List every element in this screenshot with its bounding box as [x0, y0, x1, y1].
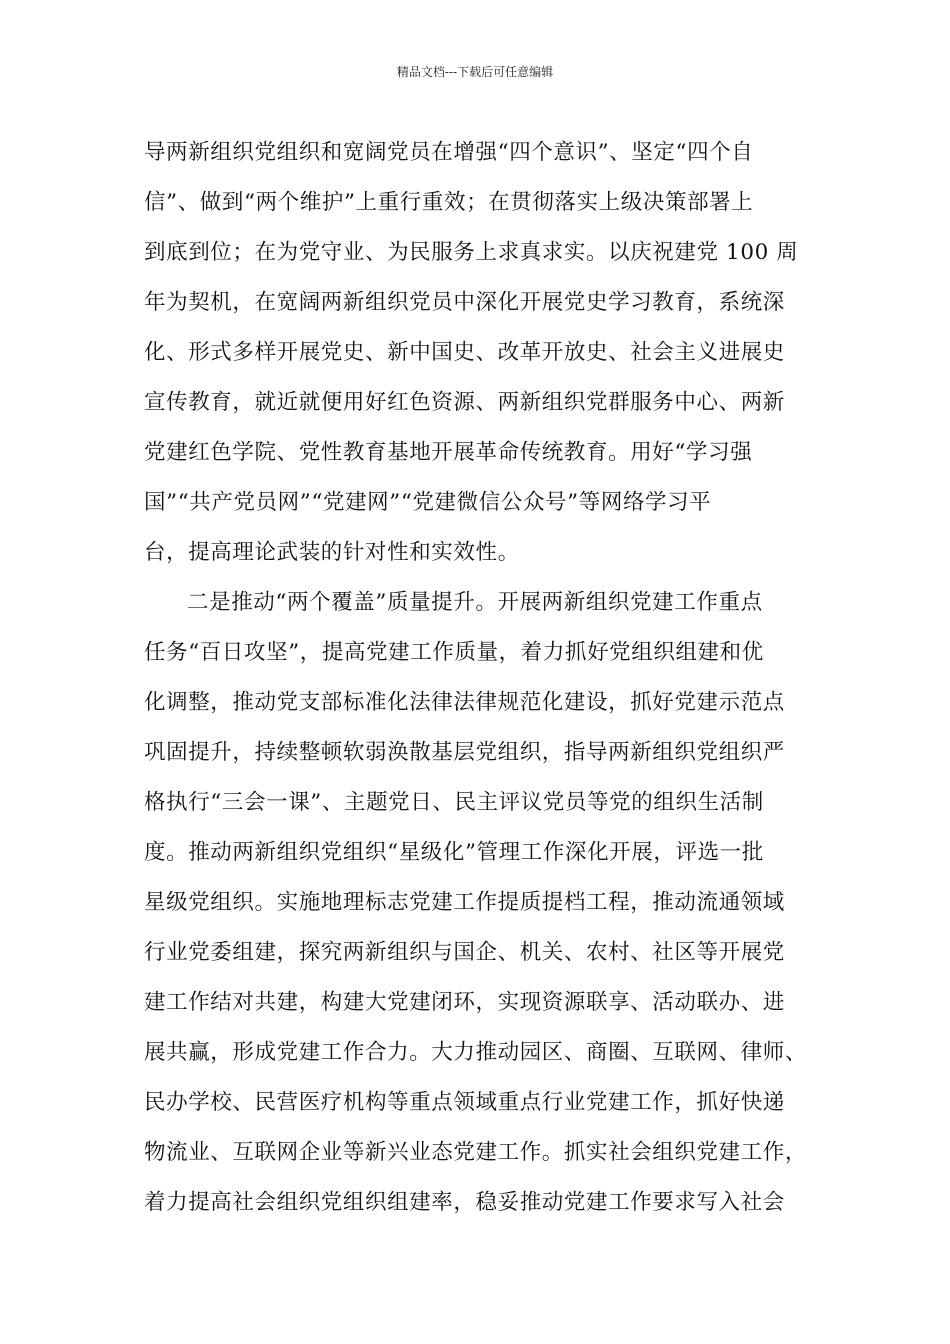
paragraph-2: [144, 578, 812, 1228]
text-line: 巩固提升，持续整顿软弱涣散基层党组织，指导两新组织党组织严: [144, 740, 785, 765]
text-line: 行业党委组建，探究两新组织与国企、机关、农村、社区等开展党: [144, 940, 785, 965]
text-line: 展共赢，形成党建工作合力。大力推动园区、商圈、互联网、律师、: [144, 1040, 808, 1065]
text-line: 年为契机，在宽阔两新组织党员中深化开展党史学习教育，系统深: [144, 290, 785, 315]
text-line: 任务“百日攻坚”，提高党建工作质量，着力抓好党组织组建和优: [144, 640, 764, 665]
text-line: 格执行“三会一课”、主题党日、民主评议党员等党的组织生活制: [144, 790, 764, 815]
text-line: 着力提高社会组织党组织组建率，稳妥推动党建工作要求写入社会: [144, 1190, 785, 1215]
text-line: 度。推动两新组织党组织“星级化”管理工作深化开展，评选一批: [144, 840, 764, 865]
text-line: 化、形式多样开展党史、新中国史、改革开放史、社会主义进展史: [144, 340, 785, 365]
text-line: 宣传教育，就近就便用好红色资源、两新组织党群服务中心、两新: [144, 390, 785, 415]
text-line: 建工作结对共建，构建大党建闭环，实现资源联享、活动联办、进: [144, 990, 785, 1015]
text-line: 星级党组织。实施地理标志党建工作提质提档工程，推动流通领域: [144, 890, 785, 915]
text-line: 台，提高理论武装的针对性和实效性。: [144, 540, 520, 565]
text-line: 党建红色学院、党性教育基地开展革命传统教育。用好“学习强: [144, 440, 753, 465]
text-line: 导两新组织党组织和宽阔党员在增强“四个意识”、坚定“四个自: [144, 140, 754, 165]
text-line: 化调整，推动党支部标准化法律法律规范化建设，抓好党建示范点: [144, 690, 785, 715]
paragraph-1: [144, 128, 812, 578]
document-body: [144, 128, 812, 1228]
page-header-watermark: 精品文档---下载后可任意编辑: [396, 65, 554, 79]
text-line: 国”“共产党员网”“党建网”“党建微信公众号”等网络学习平: [144, 490, 712, 515]
text-line: 物流业、互联网企业等新兴业态党建工作。抓实社会组织党建工作，: [144, 1140, 808, 1165]
text-line-indented: 二是推动“两个覆盖”质量提升。开展两新组织党建工作重点: [187, 590, 763, 615]
text-line: 民办学校、民营医疗机构等重点领域重点行业党建工作，抓好快递: [144, 1090, 785, 1115]
text-line: 信”、做到“两个维护”上重行重效；在贯彻落实上级决策部署上: [144, 190, 754, 215]
text-line: 到底到位；在为党守业、为民服务上求真求实。以庆祝建党 100 周: [144, 240, 799, 265]
